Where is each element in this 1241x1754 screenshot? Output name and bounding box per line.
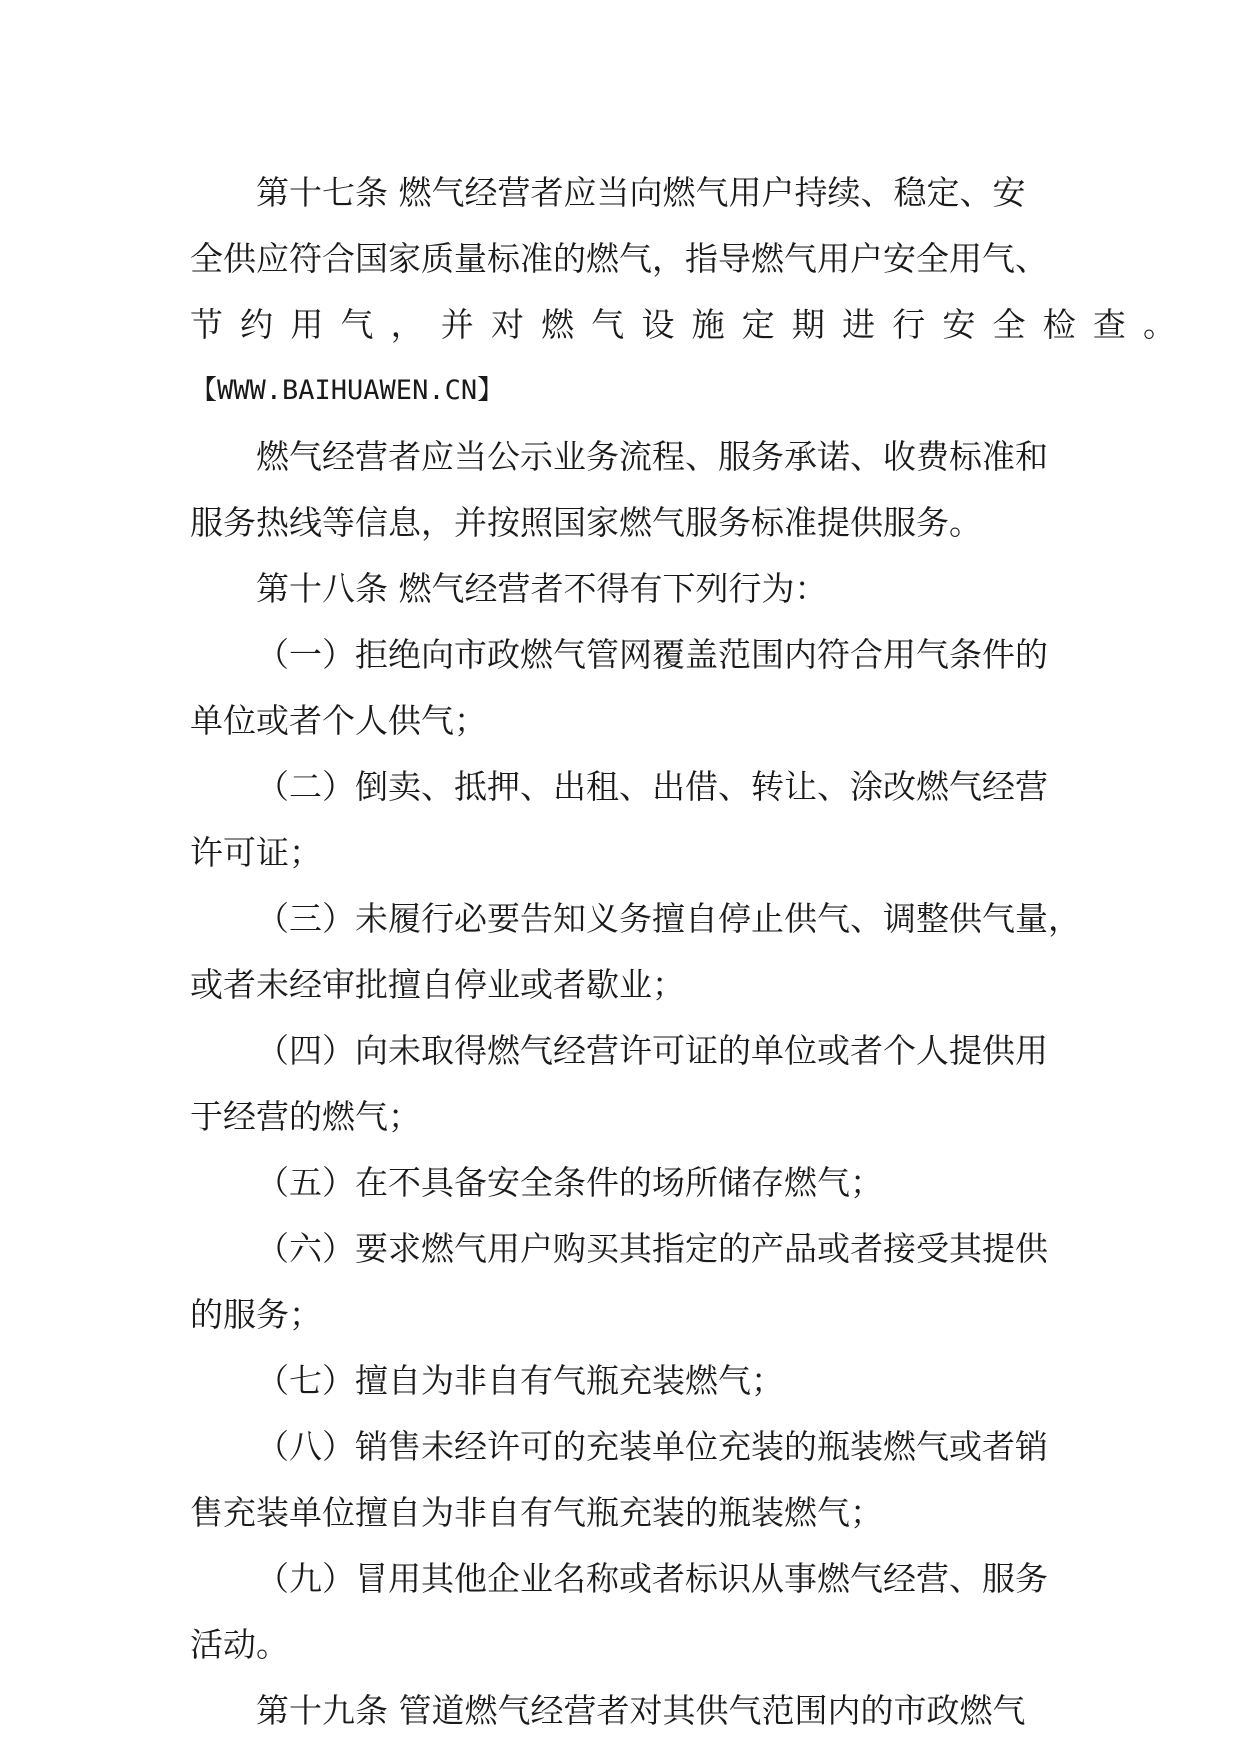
text-line: 第十九条 管道燃气经营者对其供气范围内的市政燃气 — [256, 1691, 1026, 1730]
list-item-9 — [190, 1546, 1052, 1678]
text-line: （一）拒绝向市政燃气管网覆盖范围内符合用气条件的 — [256, 635, 1048, 674]
text-line: （八）销售未经许可的充装单位充装的瓶装燃气或者销 — [256, 1427, 1048, 1466]
text-line: （三）未履行必要告知义务擅自停止供气、调整供气量， — [256, 899, 1081, 938]
list-item-7 — [190, 1348, 1052, 1414]
text-line: 单位或者个人供气； — [190, 701, 487, 740]
text-line: 第十七条 燃气经营者应当向燃气用户持续、稳定、安 — [256, 173, 1026, 212]
list-item-6 — [190, 1216, 1052, 1348]
watermark-url: 【WWW.BAIHUAWEN.CN】 — [190, 375, 505, 406]
text-line: 活动。 — [190, 1625, 289, 1664]
text-line: 全供应符合国家质量标准的燃气，指导燃气用户安全用气、 — [190, 239, 1048, 278]
text-line: （七）擅自为非自有气瓶充装燃气； — [256, 1361, 784, 1400]
text-line: 售充装单位擅自为非自有气瓶充装的瓶装燃气； — [190, 1493, 883, 1532]
text-line: 服务热线等信息，并按照国家燃气服务标准提供服务。 — [190, 503, 982, 542]
list-item-3 — [190, 886, 1081, 1018]
text-line: 于经营的燃气； — [190, 1097, 421, 1136]
text-line: （四）向未取得燃气经营许可证的单位或者个人提供用 — [256, 1031, 1048, 1070]
paragraph-article-17-public-info — [190, 424, 1052, 556]
text-line: （六）要求燃气用户购买其指定的产品或者接受其提供 — [256, 1229, 1048, 1268]
paragraph-article-17 — [190, 160, 1194, 358]
list-item-8 — [190, 1414, 1052, 1546]
text-line: 第十八条 燃气经营者不得有下列行为： — [256, 569, 828, 608]
list-item-2 — [190, 754, 1052, 886]
paragraph-article-19 — [190, 1678, 1052, 1744]
paragraph-article-18 — [190, 556, 1052, 622]
document-page — [190, 160, 1194, 1744]
text-line: 节约用气，并对燃气设施定期进行安全检查。 — [190, 305, 1194, 344]
list-item-4 — [190, 1018, 1052, 1150]
list-item-5 — [190, 1150, 1052, 1216]
text-line: （九）冒用其他企业名称或者标识从事燃气经营、服务 — [256, 1559, 1048, 1598]
list-item-1 — [190, 622, 1052, 754]
text-line: （二）倒卖、抵押、出租、出借、转让、涂改燃气经营 — [256, 767, 1048, 806]
text-line: 许可证； — [190, 833, 322, 872]
text-line: 的服务； — [190, 1295, 322, 1334]
text-line: （五）在不具备安全条件的场所储存燃气； — [256, 1163, 883, 1202]
text-line: 或者未经审批擅自停业或者歇业； — [190, 965, 685, 1004]
text-line: 燃气经营者应当公示业务流程、服务承诺、收费标准和 — [256, 437, 1048, 476]
